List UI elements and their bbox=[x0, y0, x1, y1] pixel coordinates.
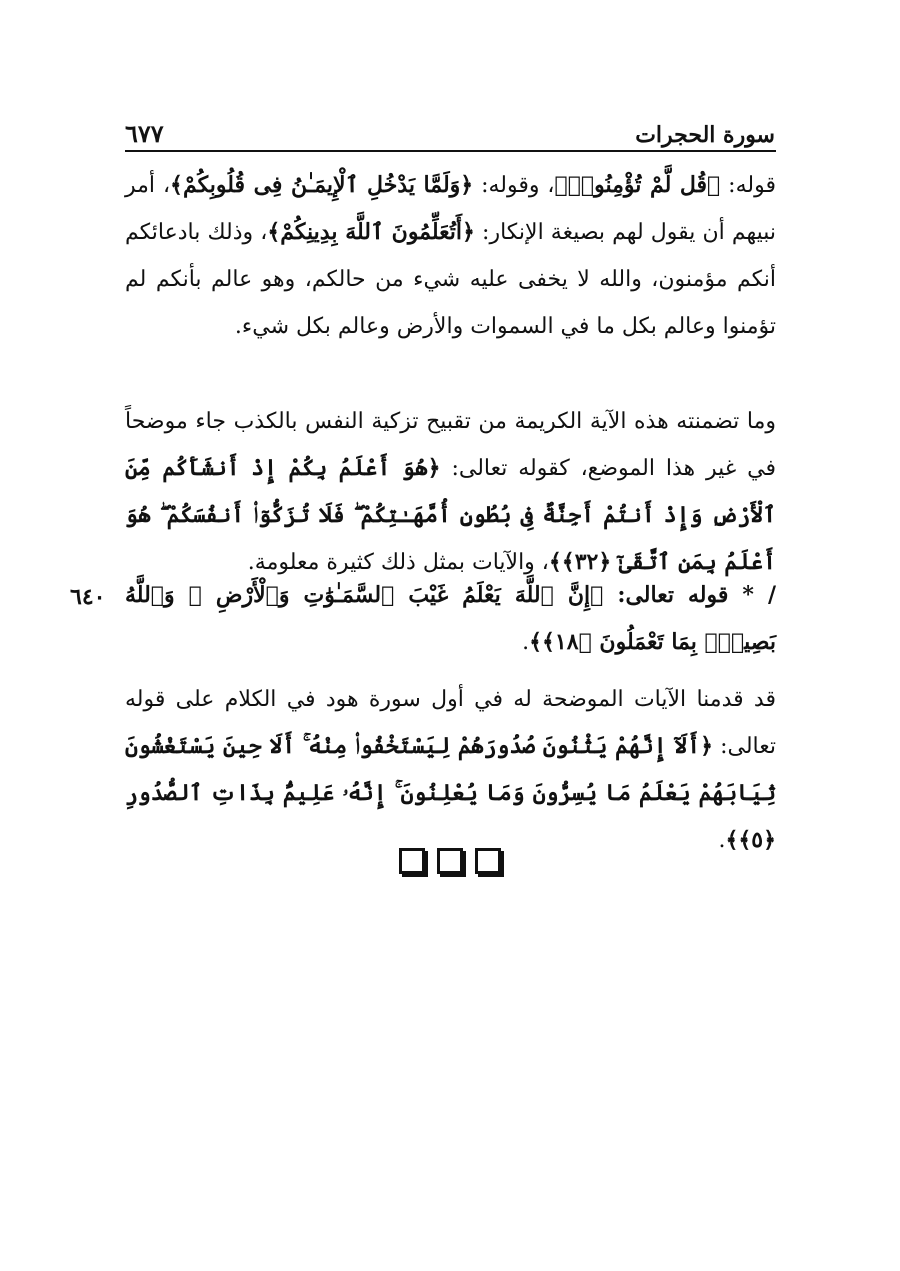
text-segment: ، والآيات بمثل ذلك كثيرة معلومة. bbox=[247, 550, 549, 575]
verse-heading-label: / * قوله تعالى: bbox=[603, 582, 776, 608]
paragraph-3-verse-heading bbox=[125, 572, 776, 666]
header-rule bbox=[125, 150, 776, 152]
text-segment: . bbox=[718, 828, 726, 853]
page-number: ٦٧٧ bbox=[125, 119, 164, 148]
ornament-box-icon bbox=[437, 848, 463, 874]
section-end-ornament bbox=[0, 848, 900, 874]
text-segment: ، وقوله: bbox=[473, 173, 555, 198]
text-segment: وما تضمنته هذه الآية الكريمة من تقبيح تزكية النفس بالكذب جاء موضحاً في غير هذا الموضع، كقوله تعالى: bbox=[125, 409, 777, 481]
page-header bbox=[125, 112, 775, 148]
text-segment: ، وذلك بادعائكم أنكم مؤمنون، والله لا يخفى عليه شيء من حالكم، وهو عالم بأنكم لم تؤمنوا وعالم بكل ما في السموات والأرض وعالم بكل شيء. bbox=[125, 220, 776, 339]
paragraph-1 bbox=[125, 162, 776, 350]
ornament-box-icon bbox=[475, 848, 501, 874]
text-segment: قوله: bbox=[720, 173, 776, 198]
quran-quote: ﴿وَلَمَّا يَدْخُلِ ٱلْإِيمَـٰنُ فِى قُلُوبِكُمْ﴾ bbox=[170, 172, 474, 198]
quran-quote: ﴿قُل لَّمْ تُؤْمِنُوا۟﴾ bbox=[554, 172, 721, 198]
quran-quote: ﴿إِنَّ ٱللَّهَ يَعْلَمُ غَيْبَ ٱلسَّمَـٰوَٰتِ وَٱلْأَرْضِ ۚ وَٱللَّهُ بَصِيرٌۢ بِمَا تَعْمَلُونَ ﴿١٨﴾﴾ bbox=[125, 582, 776, 655]
quran-quote: ﴿هُوَ أَعْلَمُ بِكُمْ إِذْ أَنشَأَكُم مِّنَ ٱلْأَرْضِ وَإِذْ أَنتُمْ أَجِنَّةٌ فِى بُطُونِ أُمَّهَـٰتِكُمْ ۖ فَلَا تُزَكُّوٓا۟ أَنفُسَكُمْ ۖ هُوَ أَعْلَمُ بِمَنِ ٱتَّقَىٰٓ ﴿٣٢﴾﴾ bbox=[125, 455, 776, 575]
margin-page-number: ٦٤٠ bbox=[70, 584, 106, 610]
text-segment: قد قدمنا الآيات الموضحة له في أول سورة هود في الكلام على قوله تعالى: bbox=[125, 687, 776, 759]
paragraph-4 bbox=[125, 676, 776, 864]
ornament-box-icon bbox=[399, 848, 425, 874]
surah-title: سورة الحجرات bbox=[635, 122, 775, 148]
paragraph-2 bbox=[125, 398, 776, 586]
text-segment: ، أمر نبيهم أن يقول لهم بصيغة الإنكار: bbox=[125, 173, 777, 245]
quran-quote: ﴿أَتُعَلِّمُونَ ٱللَّهَ بِدِينِكُمْ﴾ bbox=[267, 219, 475, 245]
quran-quote: ﴿أَلَآ إِنَّهُمْ يَثْنُونَ صُدُورَهُمْ لِيَسْتَخْفُوا۟ مِنْهُ ۚ أَلَا حِينَ يَسْتَغْشُونَ ثِيَابَهُمْ يَعْلَمُ مَا يُسِرُّونَ وَمَا يُعْلِنُونَ ۚ إِنَّهُۥ عَلِيمٌۢ بِذَاتِ ٱلصُّدُورِ ﴿٥﴾﴾ bbox=[125, 733, 776, 853]
text-segment: . bbox=[522, 630, 530, 655]
